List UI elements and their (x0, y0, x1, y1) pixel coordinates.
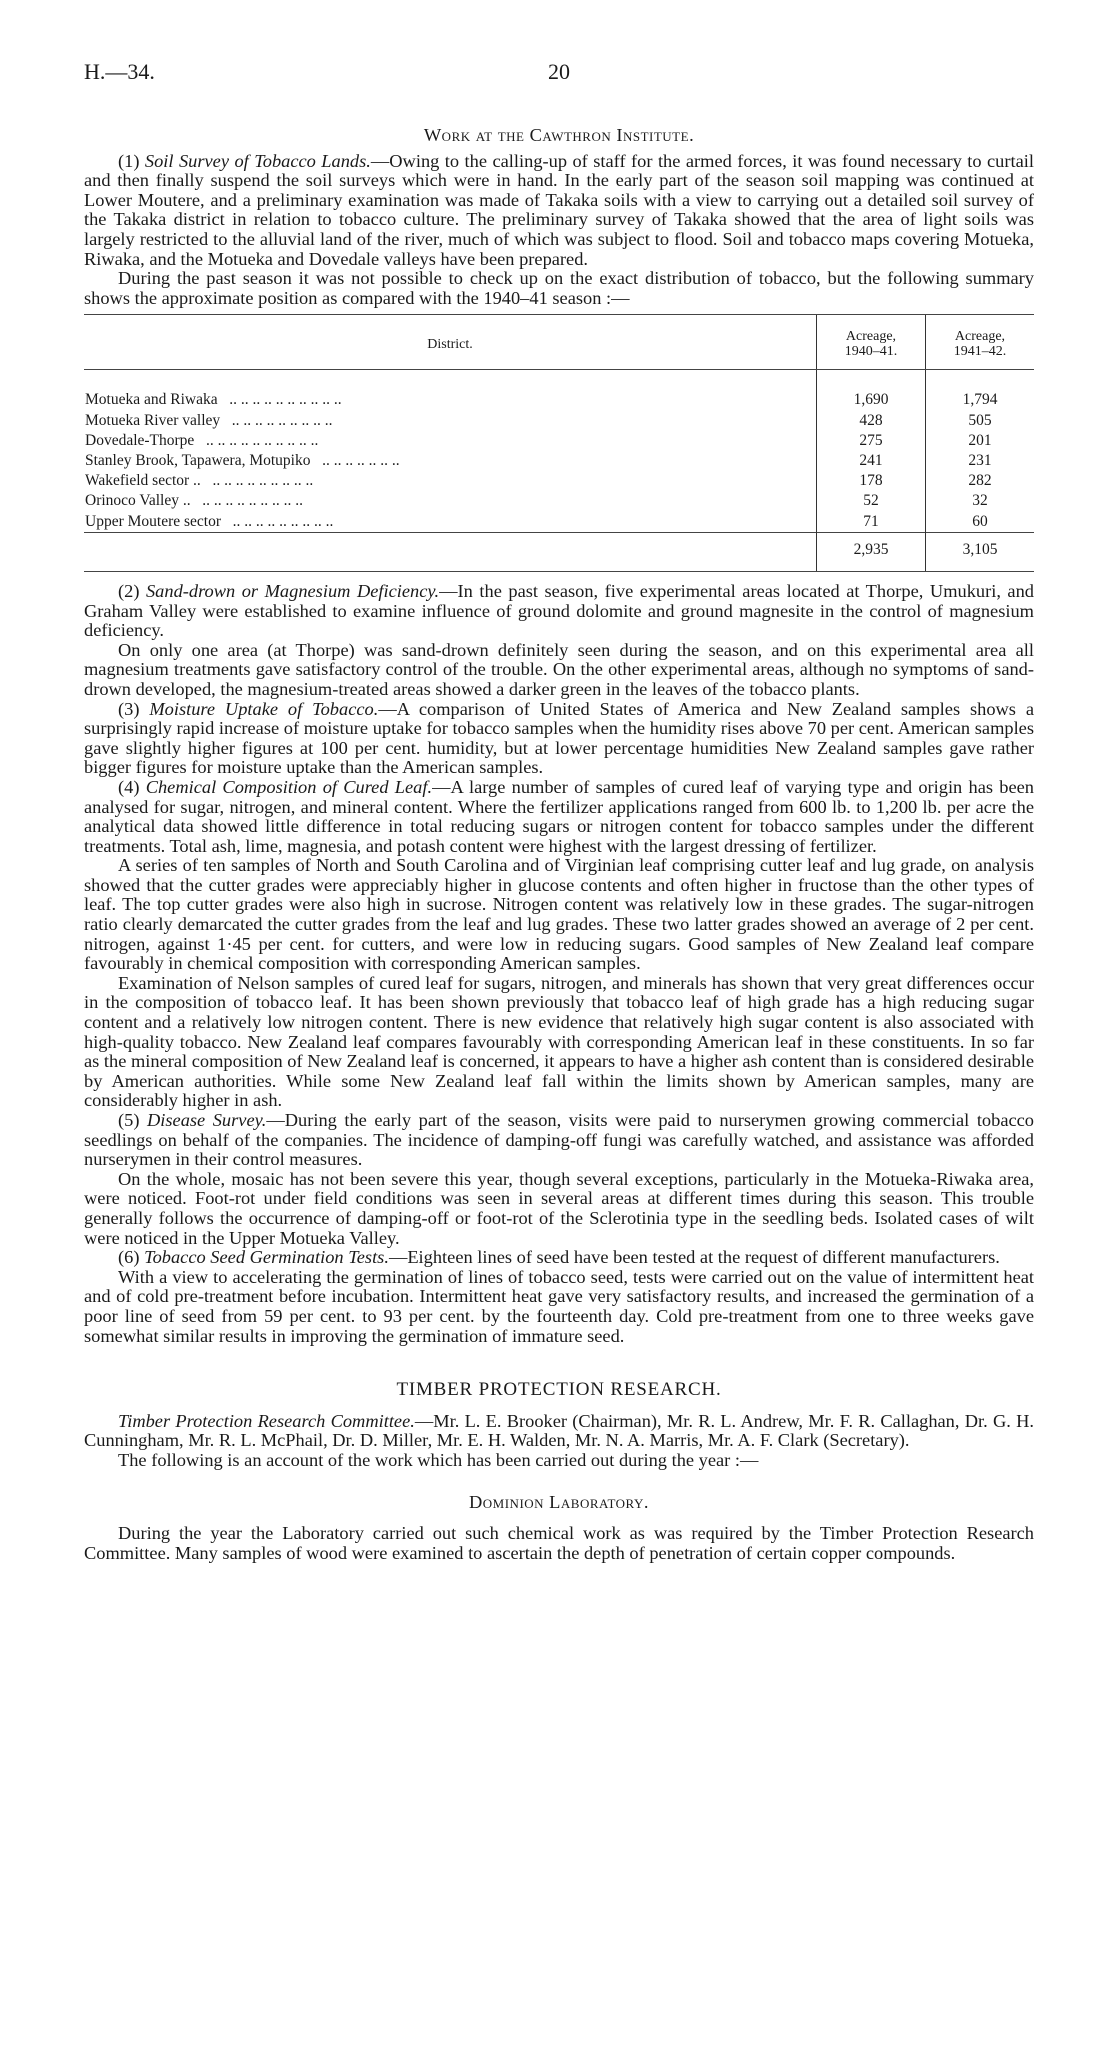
summary-intro-paragraph: During the past season it was not possible to check up on the exact distribution of tobacco, but the following summary shows the approximate position as compared with the 1940–41 season :— (84, 268, 1034, 308)
total-acreage-1941: 3,105 (926, 532, 1035, 571)
table-row: Motueka River valley .. .. .. .. .. .. .. .. .. 428 505 (84, 411, 1034, 431)
timber-heading: TIMBER PROTECTION RESEARCH. (396, 1379, 722, 1401)
account-paragraph: The following is an account of the work which has been carried out during the year :— (118, 1449, 759, 1470)
table-row: Wakefield sector .. .. .. .. .. .. .. .. .. .. 178 282 (84, 471, 1034, 491)
table-row: Orinoco Valley .. .. .. .. .. .. .. .. .. .. 52 32 (84, 491, 1034, 511)
committee-title: Timber Protection Research Committee. (118, 1410, 415, 1431)
chemical-title: Chemical Composition of Cured Leaf. (145, 776, 433, 797)
moisture-paragraph: (3) Moisture Uptake of Tobacco.—A comparison of United States of America and New Zealand samples shows a surprisingly rapid increase of moisture uptake for tobacco samples when the humidity rises above 70 per cent. American samples gave slightly higher figures at 100 per cent. humidity, but at lower percentage humidities New Zealand samples gave rather bigger figures for moisture uptake than the American samples. (84, 698, 1034, 778)
column-header-district: District. (84, 315, 817, 370)
seed-paragraph: (6) Tobacco Seed Germination Tests.—Eighteen lines of seed have been tested at the request of different manufacturers. (118, 1247, 1000, 1268)
page-number: 20 (548, 59, 570, 84)
report-reference: H.—34. (84, 59, 155, 84)
sand-drown-title: Sand-drown or Magnesium Deficiency. (145, 580, 440, 601)
laboratory-paragraph: During the year the Laboratory carried out such chemical work as was required by the Timber Protection Research Committee. Many samples of wood were examined to ascertain the depth of penetration of certain copper compounds. (84, 1523, 1034, 1563)
seed-paragraph-2: With a view to accelerating the germination of lines of tobacco seed, tests were carried out on the value of intermittent heat and of cold pre-treatment before incubation. Intermittent heat gave very satisfactory results, and increased the germination of a poor line of seed from 59 per cent. to 93 per cent. by the fourteenth day. Cold pre-treatment from one to three weeks gave somewhat similar results in improving the germination of immature seed. (84, 1266, 1034, 1346)
chemical-paragraph: (4) Chemical Composition of Cured Leaf.—A large number of samples of cured leaf of varying type and origin has been analysed for sugar, nitrogen, and mineral content. Where the fertilizer applications ranged from 600 lb. to 1,200 lb. per acre the analytical data showed little difference in total reducing sugars or nitrogen content for tobacco samples under the different treatments. Total ash, lime, magnesia, and potash content were highest with the largest dressing of fertilizer. (84, 776, 1034, 856)
table-row: Motueka and Riwaka .. .. .. .. .. .. .. .. .. .. 1,690 1,794 (84, 390, 1034, 410)
table-row: Stanley Brook, Tapawera, Motupiko .. .. .. .. .. .. .. 241 231 (84, 451, 1034, 471)
page-header (84, 59, 1034, 92)
cawthron-heading: Work at the Cawthron Institute. (423, 125, 695, 145)
disease-paragraph-2: On the whole, mosaic has not been severe this year, though several exceptions, particularly in the Motueka-Riwaka area, were noticed. Foot-rot under field conditions was seen in several areas at different times during this season. This trouble generally follows the occurrence of damping-off or foot-rot of the Sclerotinia type in the seedling beds. Isolated cases of wilt were noticed in the Upper Motueka Valley. (84, 1168, 1034, 1248)
chemical-paragraph-3: Examination of Nelson samples of cured leaf for sugars, nitrogen, and minerals has shown that very great differences occur in the composition of tobacco leaf. It has been shown previously that tobacco leaf of high grade has a high reducing sugar content and a relatively low nitrogen content. There is new evidence that relatively high sugar content is also associated with high-quality tobacco. New Zealand leaf compares favourably with corresponding American leaf in these constituents. In so far as the mineral composition of New Zealand leaf is concerned, it appears to have a higher ash content than is considered desirable by American authorities. While some New Zealand leaf fall within the limits shown by American samples, many are considerably higher in ash. (84, 972, 1034, 1111)
sand-drown-paragraph: (2) Sand-drown or Magnesium Deficiency.—In the past season, five experimental areas located at Thorpe, Umukuri, and Graham Valley were established to examine influence of ground dolomite and ground magnesite in the control of magnesium deficiency. (84, 580, 1034, 641)
total-acreage-1940: 2,935 (817, 532, 926, 571)
moisture-title: Moisture Uptake of Tobacco. (149, 698, 379, 719)
table-spacer (84, 370, 1034, 391)
column-header-acreage-1941: Acreage, 1941–42. (926, 315, 1035, 370)
soil-survey-paragraph: (1) Soil Survey of Tobacco Lands.—Owing to the calling-up of staff for the armed forces, it was found necessary to curtail and then finally suspend the soil surveys which were in hand. In the early part of the season soil mapping was continued at Lower Moutere, and a preliminary examination was made of Takaka soils with a view to carrying out a detailed soil survey of the Takaka district in relation to tobacco culture. The preliminary survey of Takaka showed that the area of light soils was largely restricted to the alluvial land of the river, much of which was subject to flood. Soil and tobacco maps covering Motueka, Riwaka, and the Motueka and Dovedale valleys have been prepared. (84, 150, 1034, 269)
sand-drown-paragraph-2: On only one area (at Thorpe) was sand-drown definitely seen during the season, and on this experimental area all magnesium treatments gave satisfactory control of the trouble. On the other experimental areas, although no symptoms of sand-drown developed, the magnesium-treated areas showed a darker green in the leaves of the tobacco plants. (84, 639, 1034, 699)
acreage-table (84, 314, 1034, 572)
chemical-paragraph-2: A series of ten samples of North and South Carolina and of Virginian leaf comprising cutter leaf and lug grade, on analysis showed that the cutter grades were appreciably higher in glucose contents and often higher in fructose than the other types of leaf. The top cutter grades were also high in sucrose. Nitrogen content was relatively low in these grades. The sugar-nitrogen ratio clearly demarcated the cutter grades from the leaf and lug grades. These two latter grades showed an average of 2 per cent. nitrogen, against 1·45 per cent. for cutters, and were low in reducing sugars. Good samples of New Zealand leaf compare favourably in chemical composition with corresponding American samples. (84, 855, 1034, 974)
table-total-row (84, 532, 1034, 571)
table-row: Dovedale-Thorpe .. .. .. .. .. .. .. .. .. .. 275 201 (84, 431, 1034, 451)
table-row: Upper Moutere sector .. .. .. .. .. .. .. .. .. 71 60 (84, 512, 1034, 533)
committee-paragraph: Timber Protection Research Committee.—Mr. L. E. Brooker (Chairman), Mr. R. L. Andrew, Mr. F. R. Callaghan, Dr. G. H. Cunningham, Mr. R. L. McPhail, Dr. D. Miller, Mr. E. H. Walden, Mr. N. A. Marris, Mr. A. F. Clark (Secretary). (84, 1410, 1034, 1451)
laboratory-heading: Dominion Laboratory. (469, 1491, 649, 1512)
soil-survey-title: Soil Survey of Tobacco Lands. (144, 150, 371, 171)
seed-title: Tobacco Seed Germination Tests. (144, 1247, 389, 1268)
table-header-row (84, 315, 1034, 370)
column-header-acreage-1940: Acreage, 1940–41. (817, 315, 926, 370)
disease-paragraph: (5) Disease Survey.—During the early part of the season, visits were paid to nurserymen growing commercial tobacco seedlings on behalf of the companies. The incidence of damping-off fungi was carefully watched, and assistance was afforded nurserymen in their control measures. (84, 1110, 1034, 1170)
disease-title: Disease Survey. (146, 1110, 267, 1130)
